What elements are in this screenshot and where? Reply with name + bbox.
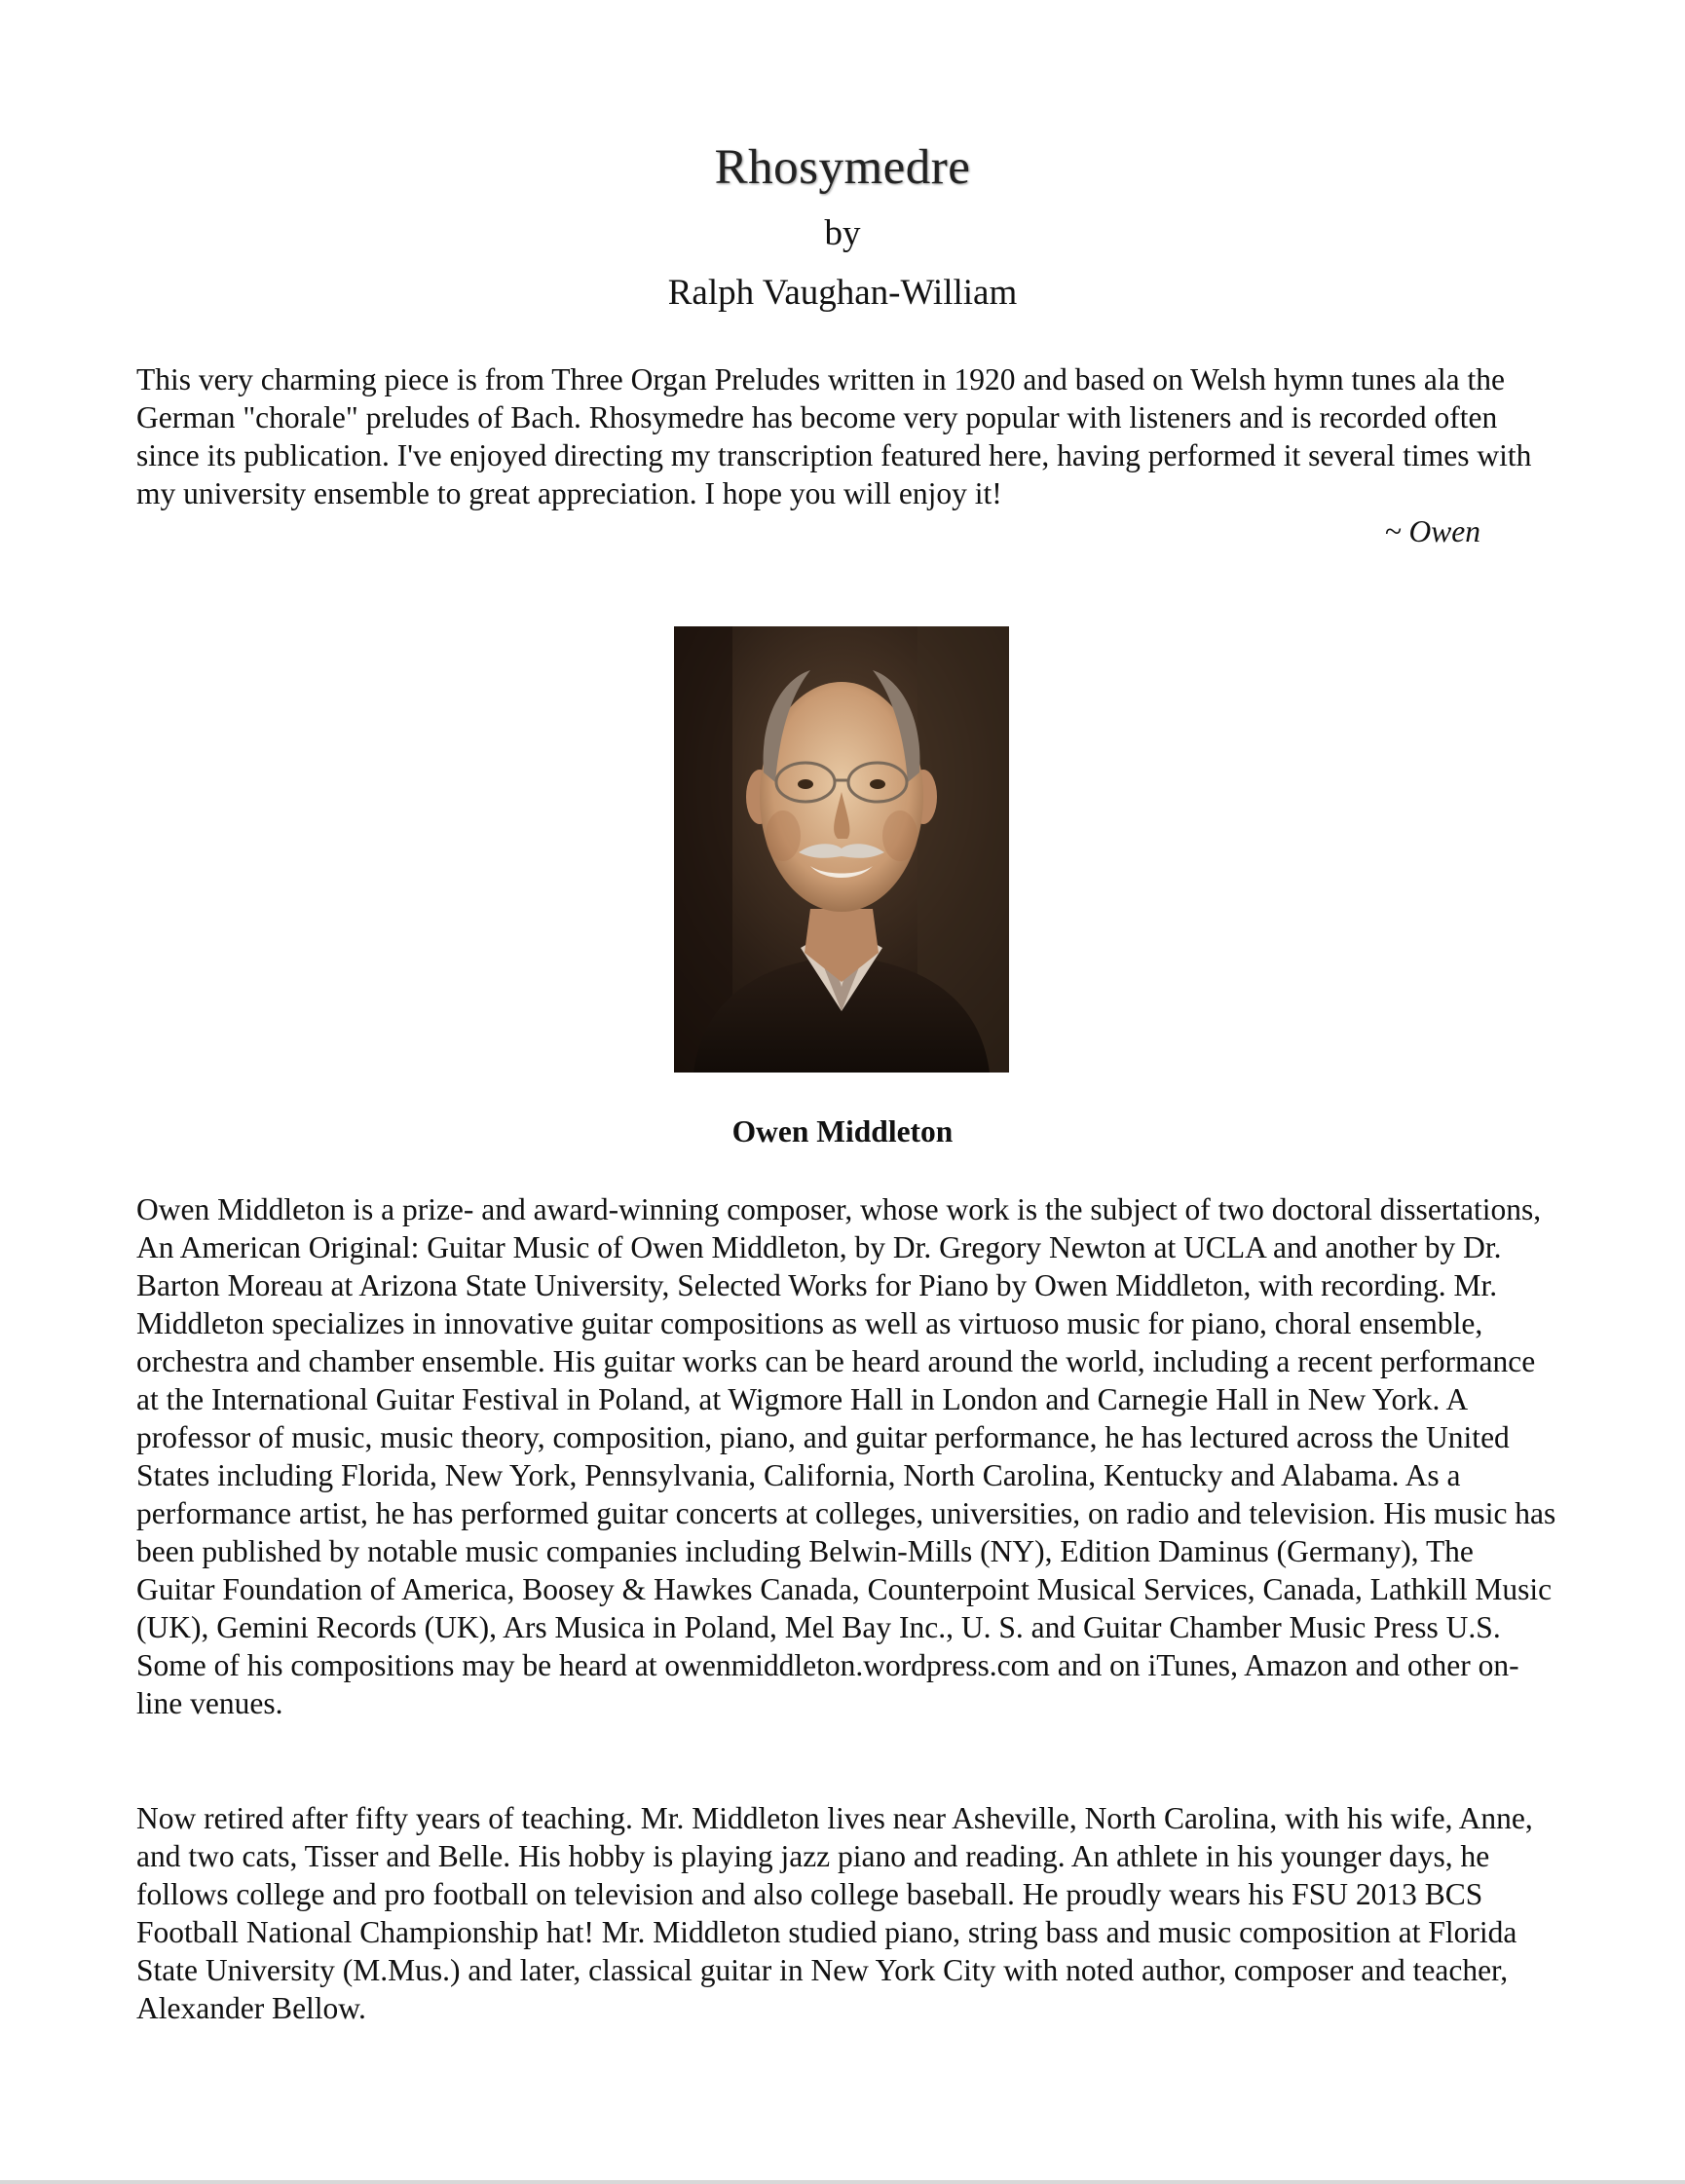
portrait-photo	[674, 626, 1009, 1073]
intro-paragraph: This very charming piece is from Three Organ Preludes written in 1920 and based on Welsh hymn tunes ala the German "chorale" preludes of Bach. Rhosymedre has become very popular with listeners and is recorded often since its publication. I've enjoyed directing my transcription featured here, having performed it several times with my university ensemble to great appreciation. I hope you will enjoy it!	[136, 362, 1532, 510]
signature: ~ Owen	[1384, 514, 1480, 548]
portrait-caption: Owen Middleton	[731, 1114, 954, 1148]
bio-paragraph-personal: Now retired after fifty years of teaching. Mr. Middleton lives near Asheville, North Carolina, with his wife, Anne, and two cats, Tisser and Belle. His hobby is playing jazz piano and reading. An athlete in his younger days, he follows college and pro football on television and also college baseball. He proudly wears his FSU 2013 BCS Football National Championship hat! Mr. Middleton studied piano, string bass and music composition at Florida State University (M.Mus.) and later, classical guitar in New York City with noted author, composer and teacher, Alexander Bellow.	[136, 1801, 1533, 2025]
composer-name: Ralph Vaughan-William	[667, 273, 1018, 313]
piece-title: Rhosymedre	[714, 140, 971, 195]
page-bottom-edge	[0, 2180, 1685, 2184]
by-line: by	[824, 213, 861, 253]
bio-paragraph: Owen Middleton is a prize- and award-winning composer, whose work is the subject of two doctoral dissertations, An American Original: Guitar Music of Owen Middleton, by Dr. Gregory Newton at UCLA and another by Dr. Barton Moreau at Arizona State University, Selected Works for Piano by Owen Middleton, with recording. Mr. Middleton specializes in innovative guitar compositions as well as virtuoso music for piano, choral ensemble, orchestra and chamber ensemble. His guitar works can be heard around the world, including a recent performance at the International Guitar Festival in Poland, at Wigmore Hall in London and Carnegie Hall in New York. A professor of music, music theory, composition, piano, and guitar performance, he has lectured across the United States including Florida, New York, Pennsylvania, California, North Carolina, Kentucky and Alabama. As a performance artist, he has performed guitar concerts at colleges, universities, on radio and television. His music has been published by notable music companies including Belwin-Mills (NY), Edition Daminus (Germany), The Guitar Foundation of America, Boosey & Hawkes Canada, Counterpoint Musical Services, Canada, Lathkill Music (UK), Gemini Records (UK), Ars Musica in Poland, Mel Bay Inc., U. S. and Guitar Chamber Music Press U.S. Some of his compositions may be heard at owenmiddleton.wordpress.com and on iTunes, Amazon and other on-line venues.	[136, 1192, 1556, 1720]
